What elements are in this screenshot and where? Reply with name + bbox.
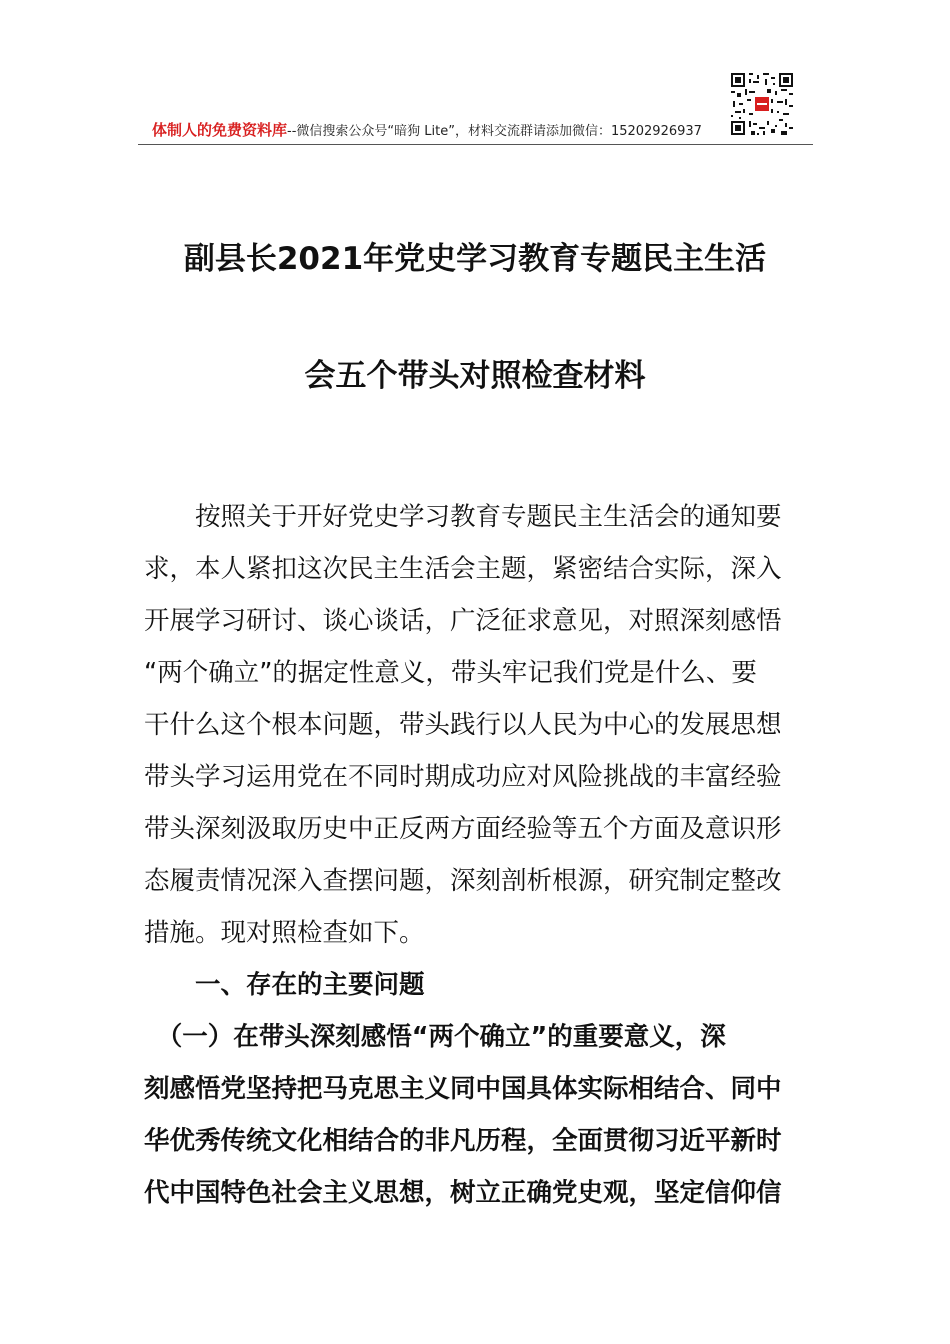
body-line: 求，本人紧扣这次民主生活会主题，紧密结合实际，深入 — [144, 554, 782, 584]
document-title-line-2: 会五个带头对照检查材料 — [304, 358, 646, 394]
body-line: 开展学习研讨、谈心谈话，广泛征求意见，对照深刻感悟 — [144, 606, 782, 636]
subsection-line: 代中国特色社会主义思想，树立正确党史观，坚定信仰信 — [144, 1178, 782, 1208]
section-heading: 一、存在的主要问题 — [144, 970, 425, 1000]
body-line: “两个确立”的据定性意义，带头牢记我们党是什么、要 — [144, 658, 757, 688]
body-line: 带头深刻汲取历史中正反两方面经验等五个方面及意识形 — [144, 814, 782, 844]
body-line: 按照关于开好党史学习教育专题民主生活会的通知要 — [144, 502, 782, 532]
subsection-line: 华优秀传统文化相结合的非凡历程，全面贯彻习近平新时 — [144, 1126, 782, 1156]
subsection-line: 刻感悟党坚持把马克思主义同中国具体实际相结合、同中 — [144, 1074, 782, 1104]
body-line: 带头学习运用党在不同时期成功应对风险挑战的丰富经验 — [144, 762, 782, 792]
header-contact-text: --微信搜索公众号“暗狗 Lite”，材料交流群请添加微信：15202926937 — [287, 124, 702, 139]
header-divider — [138, 144, 813, 145]
page-header — [152, 120, 702, 142]
body-line: 措施。现对照检查如下。 — [144, 918, 425, 948]
subsection-line: （一）在带头深刻感悟“两个确立”的重要意义，深 — [144, 1022, 726, 1052]
header-brand: 体制人的免费资料库 — [152, 121, 288, 139]
body-line: 态履责情况深入查摆问题，深刻剖析根源，研究制定整改 — [144, 866, 782, 896]
qr-code-icon — [731, 73, 793, 135]
body-line: 干什么这个根本问题，带头践行以人民为中心的发展思想 — [144, 710, 782, 740]
document-title-line-1: 副县长2021年党史学习教育专题民主生活 — [183, 241, 767, 277]
